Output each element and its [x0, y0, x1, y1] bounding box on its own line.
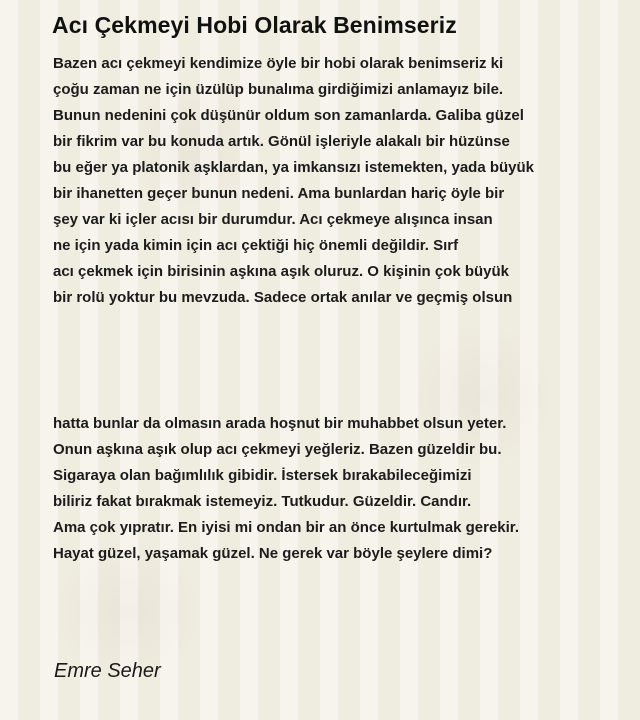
- poem-line: Sigaraya olan bağımlılık gibidir. İstersek bırakabileceğimizi: [53, 467, 472, 484]
- poem-line: Hayat güzel, yaşamak güzel. Ne gerek var böyle şeylere dimi?: [53, 545, 493, 562]
- poem-line: acı çekmek için birisinin aşkına aşık oluruz. O kişinin çok büyük: [53, 263, 510, 280]
- poem-line: hatta bunlar da olmasın arada hoşnut bir muhabbet olsun yeter.: [53, 415, 507, 432]
- poem-title: Acı Çekmeyi Hobi Olarak Benimseriz: [52, 12, 457, 38]
- poem-line: bu eğer ya platonik aşklardan, ya imkansızı istemekten, yada büyük: [53, 159, 535, 176]
- poem-author: Emre Seher: [54, 660, 161, 682]
- poem-stanza-1: [53, 51, 534, 311]
- poem-line: Bunun nedenini çok düşünür oldum son zamanlarda. Galiba güzel: [53, 107, 524, 124]
- poem-line: Ama çok yıpratır. En iyisi mi ondan bir an önce kurtulmak gerekir.: [53, 519, 519, 536]
- poem-line: bir fikrim var bu konuda artık. Gönül işleriyle alakalı bir hüzünse: [53, 133, 510, 150]
- poem-stanza-2: [53, 411, 519, 567]
- poem-line: bir ihanetten geçer bunun nedeni. Ama bunlardan hariç öyle bir: [53, 185, 505, 202]
- poem-line: biliriz fakat bırakmak istemeyiz. Tutkudur. Güzeldir. Candır.: [53, 493, 472, 510]
- poem-line: ne için yada kimin için acı çektiği hiç önemli değildir. Sırf: [53, 237, 459, 254]
- poem-line: çoğu zaman ne için üzülüp bunalıma girdiğimizi anlamayız bile.: [53, 81, 504, 98]
- poem-line: Bazen acı çekmeyi kendimize öyle bir hobi olarak benimseriz ki: [53, 55, 504, 72]
- poem-line: Onun aşkına aşık olup acı çekmeyi yeğleriz. Bazen güzeldir bu.: [53, 441, 502, 458]
- poem-line: bir rolü yoktur bu mevzuda. Sadece ortak anılar ve geçmiş olsun: [53, 289, 513, 306]
- poem-line: şey var ki içler acısı bir durumdur. Acı çekmeye alışınca insan: [53, 211, 493, 228]
